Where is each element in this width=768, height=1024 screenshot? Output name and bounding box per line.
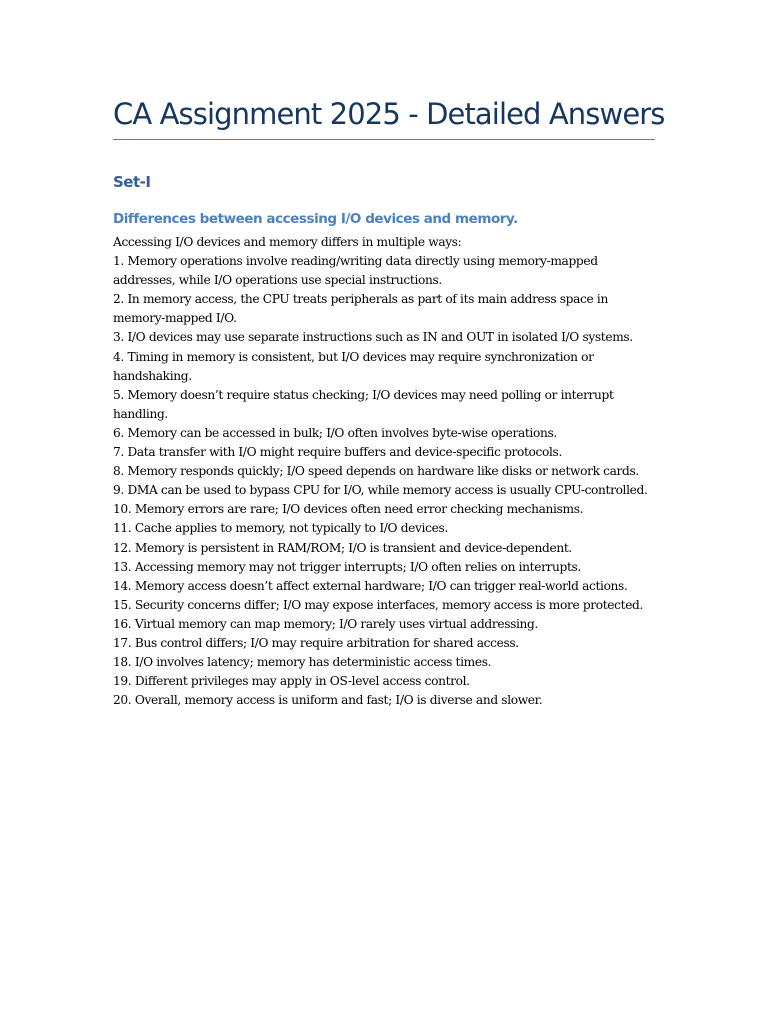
title-underline-rule — [113, 139, 655, 140]
list-item: 17. Bus control differs; I/O may require arbitration for shared access. — [113, 635, 519, 650]
list-item: 5. Memory doesn’t require status checking; I/O devices may need polling or interrupt handling. — [113, 387, 614, 421]
list-item: 18. I/O involves latency; memory has deterministic access times. — [113, 655, 492, 670]
answer-intro: Accessing I/O devices and memory differs in multiple ways: — [113, 235, 462, 249]
document-title: CA Assignment 2025 - Detailed Answers — [113, 97, 665, 131]
list-item: 8. Memory responds quickly; I/O speed depends on hardware like disks or network cards. — [113, 464, 639, 479]
list-item: 16. Virtual memory can map memory; I/O rarely uses virtual addressing. — [113, 616, 539, 631]
list-item: 11. Cache applies to memory, not typically to I/O devices. — [113, 521, 448, 536]
list-item: 3. I/O devices may use separate instructions such as IN and OUT in isolated I/O systems. — [113, 330, 633, 345]
list-item: 14. Memory access doesn’t affect external hardware; I/O can trigger real-world actions. — [113, 578, 628, 593]
list-item: 7. Data transfer with I/O might require buffers and device-specific protocols. — [113, 445, 562, 460]
list-item: 15. Security concerns differ; I/O may expose interfaces, memory access is more protected. — [113, 597, 644, 612]
list-item: 10. Memory errors are rare; I/O devices often need error checking mechanisms. — [113, 502, 584, 517]
list-item: 12. Memory is persistent in RAM/ROM; I/O is transient and device-dependent. — [113, 540, 572, 555]
list-item: 19. Different privileges may apply in OS-level access control. — [113, 674, 470, 689]
set-heading: Set-I — [113, 173, 151, 191]
list-item: 9. DMA can be used to bypass CPU for I/O, while memory access is usually CPU-controlled. — [113, 483, 648, 498]
list-item: 2. In memory access, the CPU treats peripherals as part of its main address space in memory-mapped I/O. — [113, 292, 608, 326]
list-item: 6. Memory can be accessed in bulk; I/O often involves byte-wise operations. — [113, 425, 557, 440]
section-heading: Differences between accessing I/O devices and memory. — [113, 211, 518, 227]
list-item: 1. Memory operations involve reading/writing data directly using memory-mapped addresses, while I/O operations use special instructions. — [113, 254, 598, 288]
answer-body — [113, 233, 658, 710]
list-item: 13. Accessing memory may not trigger interrupts; I/O often relies on interrupts. — [113, 559, 581, 574]
list-item: 4. Timing in memory is consistent, but I/O devices may require synchronization or handshaking. — [113, 349, 594, 383]
list-item: 20. Overall, memory access is uniform and fast; I/O is diverse and slower. — [113, 693, 543, 708]
